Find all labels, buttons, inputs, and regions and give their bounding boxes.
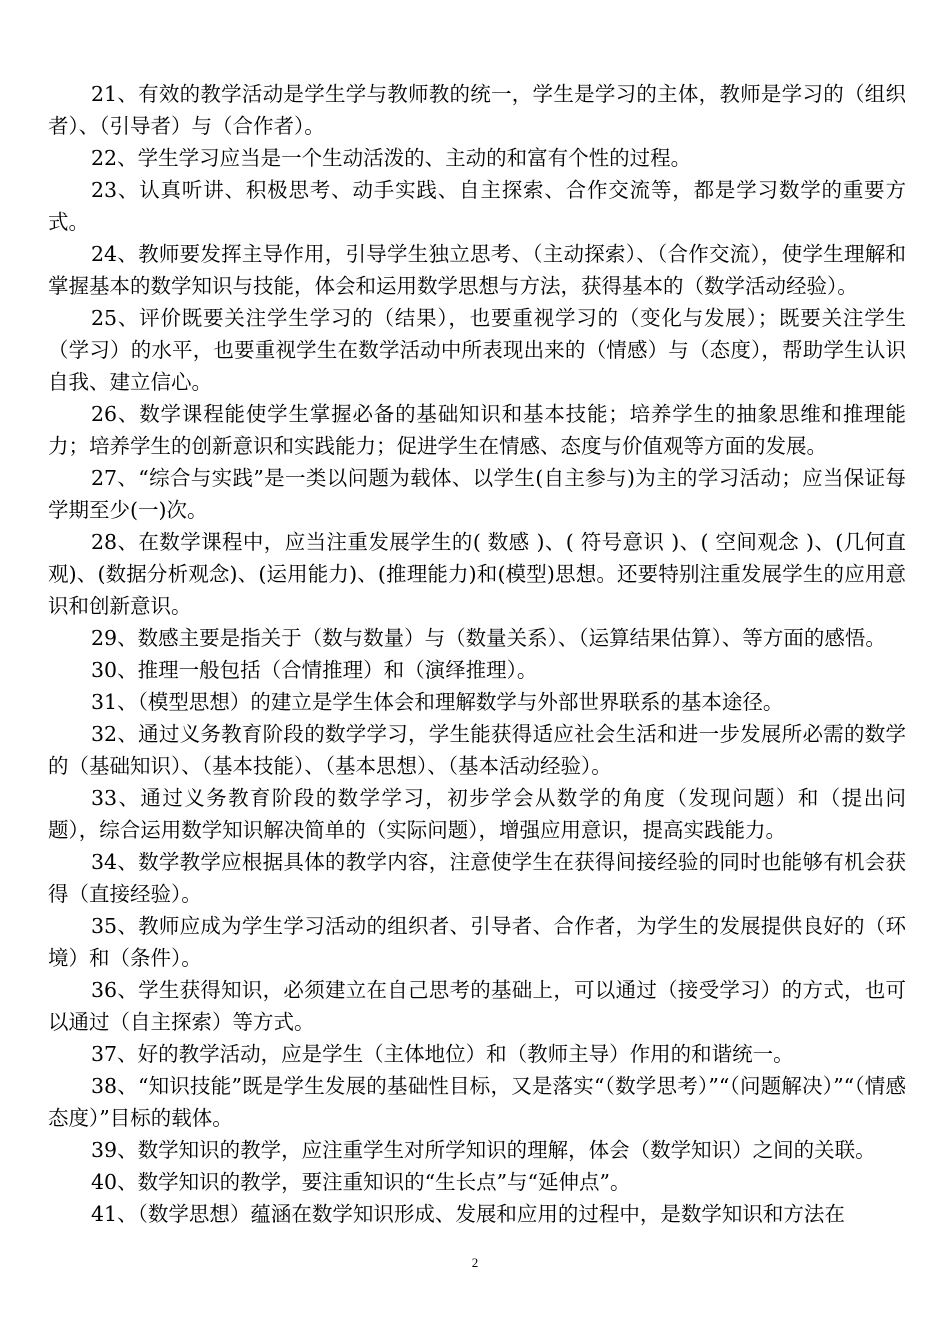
list-item: 40、数学知识的教学，要注重知识的“生长点”与“延伸点”。 (91, 1170, 631, 1194)
list-item: 27、“综合与实践”是一类以问题为载体、以学生(自主参与)为主的学习活动；应当保证每学期至少(一)次。 (48, 466, 906, 522)
list-item: 28、在数学课程中，应当注重发展学生的( 数感 )、( 符号意识 )、( 空间观念 )、(几何直观)、(数据分析观念)、(运用能力)、(推理能力)和(模型)思想。还要特别注重发展学生的应用意识和创新意识。 (48, 530, 906, 618)
list-item: 38、“知识技能”既是学生发展的基础性目标，又是落实“（数学思考）”“（问题解决）”“（情感态度）”目标的载体。 (48, 1074, 906, 1130)
list-item: 26、数学课程能使学生掌握必备的基础知识和基本技能；培养学生的抽象思维和推理能力；培养学生的创新意识和实践能力；促进学生在情感、态度与价值观等方面的发展。 (48, 402, 906, 458)
list-item: 32、通过义务教育阶段的数学学习，学生能获得适应社会生活和进一步发展所必需的数学的（基础知识）、（基本技能）、（基本思想）、（基本活动经验）。 (48, 722, 906, 778)
list-item: 21、有效的教学活动是学生学与教师教的统一，学生是学习的主体，教师是学习的（组织者）、（引导者）与（合作者）。 (48, 82, 906, 138)
list-item: 25、评价既要关注学生学习的（结果），也要重视学习的（变化与发展）；既要关注学生（学习）的水平，也要重视学生在数学活动中所表现出来的（情感）与（态度），帮助学生认识自我、建立信心。 (48, 306, 906, 394)
list-item: 37、好的教学活动，应是学生（主体地位）和（教师主导）作用的和谐统一。 (91, 1042, 794, 1066)
list-item: 23、认真听讲、积极思考、动手实践、自主探索、合作交流等，都是学习数学的重要方式。 (48, 178, 906, 234)
list-item: 36、学生获得知识，必须建立在自己思考的基础上，可以通过（接受学习）的方式，也可以通过（自主探索）等方式。 (48, 978, 906, 1034)
list-item: 31、（模型思想）的建立是学生体会和理解数学与外部世界联系的基本途径。 (91, 690, 784, 714)
list-item: 29、数感主要是指关于（数与数量）与（数量关系）、（运算结果估算）、等方面的感悟。 (91, 626, 886, 650)
document-body (48, 78, 906, 1230)
list-item: 35、教师应成为学生学习活动的组织者、引导者、合作者，为学生的发展提供良好的（环境）和（条件）。 (48, 914, 906, 970)
list-item: 34、数学教学应根据具体的教学内容，注意使学生在获得间接经验的同时也能够有机会获得（直接经验）。 (48, 850, 906, 906)
list-item: 39、数学知识的教学，应注重学生对所学知识的理解，体会（数学知识）之间的关联。 (91, 1138, 876, 1162)
list-item: 41、（数学思想）蕴涵在数学知识形成、发展和应用的过程中，是数学知识和方法在 (91, 1202, 845, 1226)
list-item: 22、学生学习应当是一个生动活泼的、主动的和富有个性的过程。 (91, 146, 692, 170)
list-item: 33、通过义务教育阶段的数学学习，初步学会从数学的角度（发现问题）和（提出问题），综合运用数学知识解决简单的（实际问题），增强应用意识，提高实践能力。 (48, 786, 906, 842)
page-number: 2 (471, 1255, 479, 1270)
list-item: 30、推理一般包括（合情推理）和（演绎推理）。 (91, 658, 538, 682)
list-item: 24、教师要发挥主导作用，引导学生独立思考、（主动探索）、（合作交流），使学生理解和掌握基本的数学知识与技能，体会和运用数学思想与方法，获得基本的（数学活动经验）。 (48, 242, 906, 298)
